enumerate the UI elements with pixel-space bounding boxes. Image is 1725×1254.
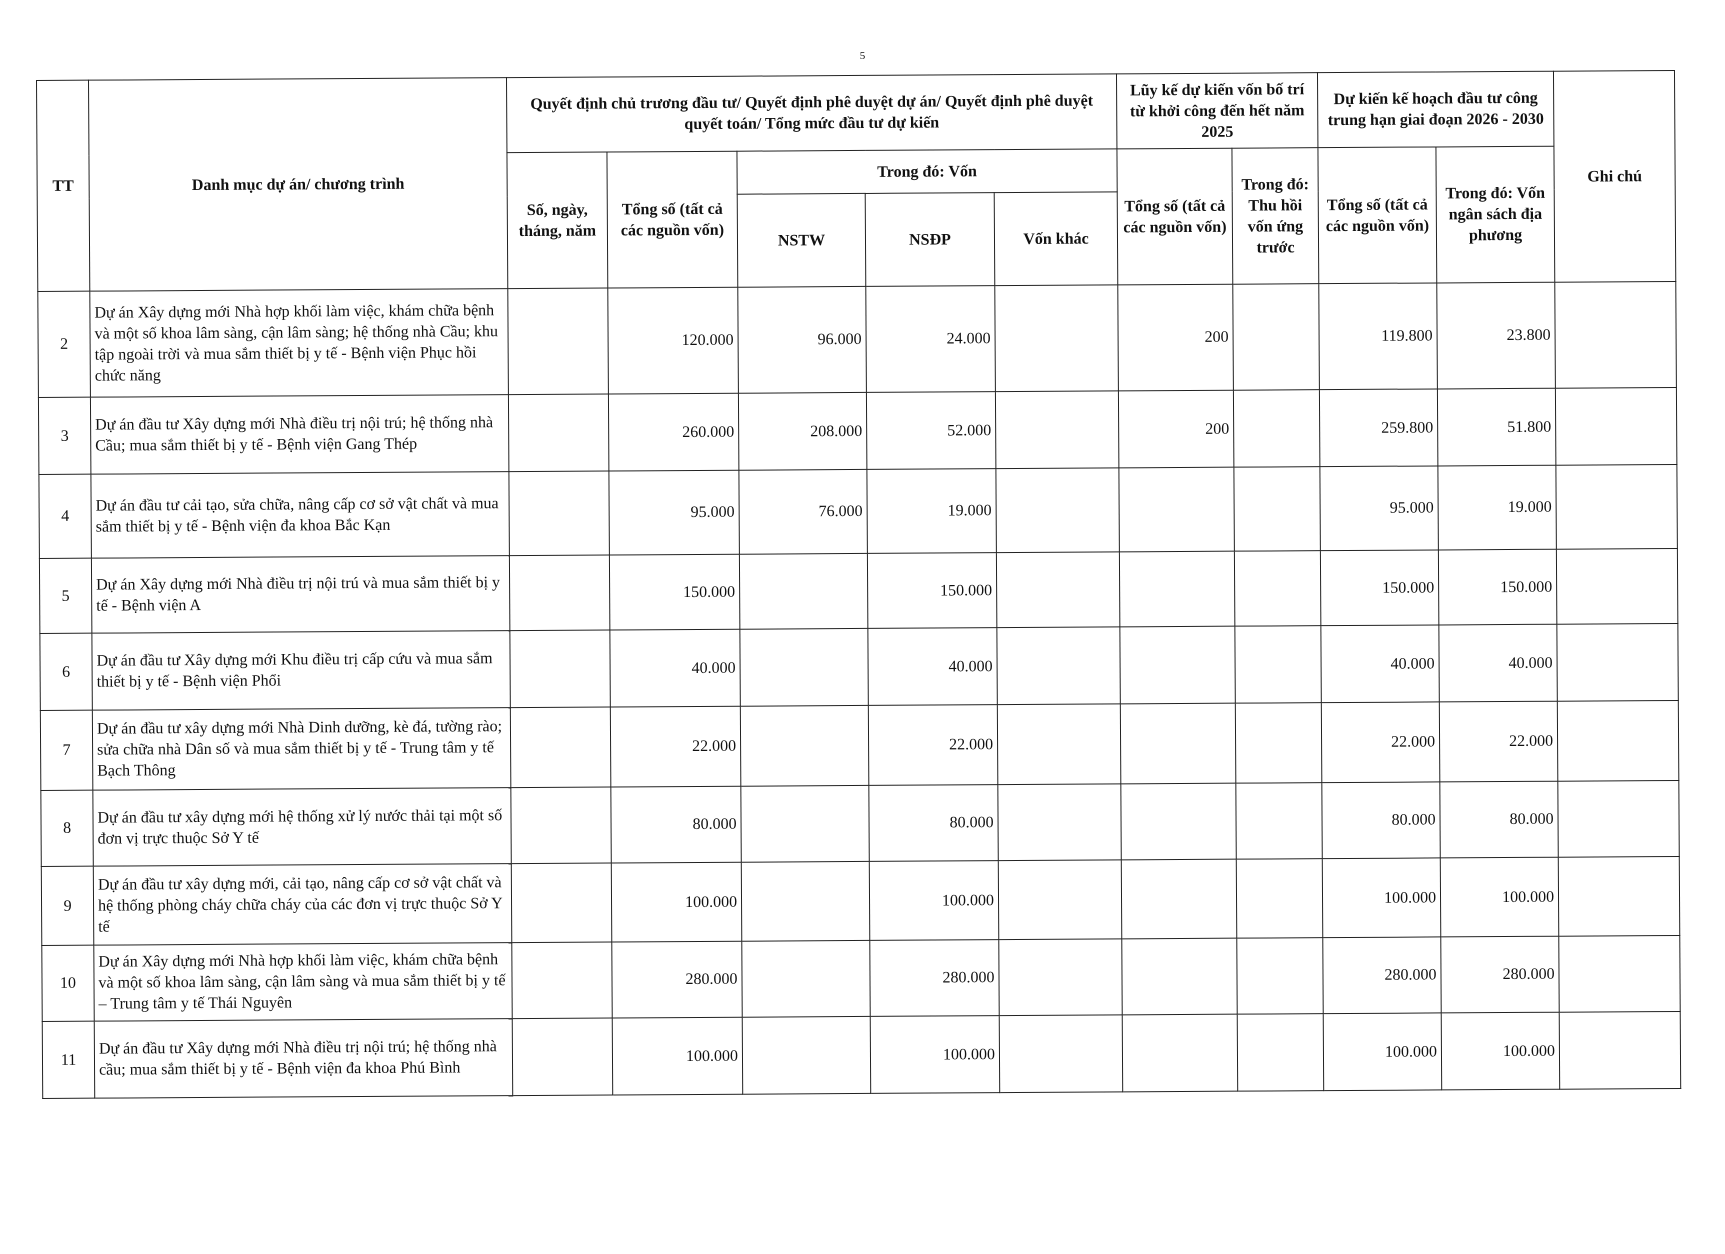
row-project-name: Dự án Xây dựng mới Nhà điều trị nội trú và mua sắm thiết bị y tế - Bệnh viện A [91, 556, 509, 634]
row-plan-total: 119.800 [1319, 283, 1438, 390]
row-project-name: Dự án Xây dựng mới Nhà hợp khối làm việc, khám chữa bệnh và một số khoa lâm sàng, cận lâm sàng; hệ thống nhà Cầu; khu tập ngoài trời và mua sắm thiết bị y tế - Bệnh viện Phục hồi chức năng [90, 289, 509, 398]
row-tt: 4 [39, 474, 92, 558]
row-nstw [739, 553, 867, 629]
header-tt: TT [37, 80, 90, 291]
row-cumulative-recovery [1237, 938, 1323, 1015]
row-cumulative-total [1119, 467, 1235, 552]
row-other-capital [995, 285, 1119, 392]
row-note [1557, 623, 1678, 701]
row-nstw [740, 628, 868, 706]
row-nsdp: 80.000 [869, 785, 998, 862]
row-decision-date [510, 630, 610, 708]
row-cumulative-total: 200 [1118, 390, 1233, 468]
row-nsdp: 40.000 [868, 628, 997, 706]
table-row [41, 780, 1679, 866]
row-total: 22.000 [610, 706, 740, 787]
row-note [1556, 548, 1677, 624]
row-note [1555, 281, 1677, 388]
row-plan-total: 280.000 [1323, 937, 1441, 1014]
row-nstw [741, 861, 869, 941]
row-plan-local: 19.000 [1438, 465, 1557, 550]
row-decision-date [511, 863, 611, 943]
row-plan-total: 100.000 [1323, 1013, 1441, 1091]
table-row [41, 856, 1679, 945]
table-row [42, 935, 1680, 1021]
investment-projects-table [36, 70, 1681, 1099]
row-cumulative-total [1120, 626, 1235, 704]
row-plan-total: 95.000 [1320, 466, 1439, 551]
header-plan-local: Trong đó: Vốn ngân sách địa phương [1436, 146, 1555, 283]
row-total: 280.000 [612, 941, 742, 1018]
header-nsdp: NSĐP [865, 193, 995, 287]
row-note [1558, 856, 1679, 936]
row-cumulative-total [1122, 938, 1237, 1015]
table-row [40, 700, 1679, 790]
table-row [42, 1011, 1680, 1098]
row-plan-local: 80.000 [1440, 781, 1558, 858]
row-note [1557, 700, 1678, 781]
header-notes: Ghi chú [1554, 70, 1676, 282]
header-decision-date: Số, ngày, tháng, năm [507, 152, 608, 289]
row-nstw [741, 785, 869, 862]
row-project-name: Dự án đầu tư Xây dựng mới Nhà điều trị nội trú; hệ thống nhà Cầu; mua sắm thiết bị y tế - Bệnh viện Gang Thép [90, 395, 508, 475]
row-total: 260.000 [608, 393, 738, 471]
row-cumulative-total [1120, 703, 1235, 784]
row-tt: 7 [40, 710, 92, 790]
header-decision-group: Quyết định chủ trương đầu tư/ Quyết định phê duyệt dự án/ Quyết định phê duyệt quyết toán/ Tổng mức đầu tư dự kiến [506, 74, 1116, 153]
row-decision-date [510, 707, 610, 788]
row-tt: 8 [41, 790, 93, 866]
row-project-name: Dự án đầu tư xây dựng mới Nhà Dinh dưỡng, kè đá, tường rào; sửa chữa nhà Dân số và mua sắm thiết bị y tế - Trung tâm y tế Bạch Thông [92, 708, 510, 791]
row-other-capital [998, 784, 1121, 861]
header-cumulative-total: Tổng số (tất cả các nguồn vốn) [1117, 148, 1233, 285]
row-decision-date [509, 471, 610, 556]
row-plan-total: 22.000 [1321, 702, 1439, 783]
row-nstw: 208.000 [738, 392, 866, 470]
row-plan-local: 40.000 [1439, 624, 1557, 702]
row-nstw [740, 705, 868, 786]
row-other-capital [997, 704, 1121, 785]
table-row [38, 281, 1677, 397]
row-plan-local: 100.000 [1441, 1012, 1559, 1090]
row-decision-date [512, 1018, 612, 1096]
row-nsdp: 280.000 [870, 940, 999, 1017]
row-project-name: Dự án đầu tư cải tạo, sửa chữa, nâng cấp cơ sở vật chất và mua sắm thiết bị y tế - Bệnh viện đa khoa Bắc Kạn [91, 472, 510, 559]
row-plan-local: 280.000 [1441, 936, 1559, 1013]
row-nsdp: 22.000 [868, 705, 997, 786]
header-cumulative-group: Lũy kế dự kiến vốn bố trí từ khởi công đến hết năm 2025 [1116, 73, 1317, 149]
row-total: 100.000 [612, 1017, 742, 1095]
header-of-which-capital: Trong đó: Vốn [737, 149, 1117, 194]
row-cumulative-total [1121, 859, 1236, 939]
row-plan-total: 100.000 [1322, 858, 1440, 938]
row-other-capital [997, 627, 1120, 705]
row-other-capital [995, 391, 1118, 469]
row-plan-local: 150.000 [1438, 549, 1556, 625]
row-project-name: Dự án Xây dựng mới Nhà hợp khối làm việc, khám chữa bệnh và một số khoa lâm sàng, cận lâm sàng và mua sắm thiết bị y tế – Trung tâm y tế Thái Nguyên [94, 943, 512, 1022]
row-tt: 10 [42, 945, 94, 1021]
row-project-name: Dự án đầu tư xây dựng mới, cải tạo, nâng cấp cơ sở vật chất và hệ thống phòng cháy chữa cháy của các đơn vị trực thuộc Sở Y tế [93, 864, 511, 946]
row-cumulative-recovery [1234, 551, 1320, 627]
table-row [39, 548, 1677, 633]
row-cumulative-recovery [1233, 390, 1319, 468]
row-other-capital [996, 552, 1119, 628]
table-row [39, 464, 1678, 558]
row-decision-date [509, 555, 609, 631]
row-cumulative-recovery [1234, 467, 1321, 552]
row-decision-date [508, 288, 609, 395]
header-cumulative-recovery: Trong đó: Thu hồi vốn ứng trước [1232, 148, 1319, 285]
row-note [1558, 780, 1679, 857]
row-nsdp: 52.000 [866, 392, 995, 470]
row-cumulative-total [1119, 551, 1234, 627]
header-other-capital: Vốn khác [994, 192, 1118, 286]
row-nstw [742, 1016, 870, 1094]
table-body [38, 281, 1681, 1098]
row-cumulative-total [1121, 783, 1236, 860]
row-note [1559, 935, 1680, 1012]
row-plan-total: 40.000 [1321, 625, 1439, 703]
header-plan-group: Dự kiến kế hoạch đầu tư công trung hạn giai đoạn 2026 - 2030 [1318, 71, 1554, 147]
row-total: 40.000 [610, 629, 740, 707]
row-project-name: Dự án đầu tư Xây dựng mới Nhà điều trị nội trú; hệ thống nhà cầu; mua sắm thiết bị y tế - Bệnh viện đa khoa Phú Bình [94, 1019, 512, 1099]
row-nsdp: 150.000 [867, 553, 996, 629]
header-nstw: NSTW [737, 193, 866, 287]
row-total: 80.000 [611, 786, 741, 863]
row-nsdp: 19.000 [867, 469, 997, 554]
header-plan-total: Tổng số (tất cả các nguồn vốn) [1318, 147, 1437, 284]
row-cumulative-recovery [1235, 626, 1321, 704]
row-nstw [742, 940, 870, 1017]
row-total: 100.000 [611, 862, 741, 942]
row-note [1559, 1011, 1680, 1089]
row-plan-total: 80.000 [1322, 782, 1440, 859]
row-tt: 5 [39, 558, 91, 633]
row-plan-total: 259.800 [1319, 389, 1437, 467]
row-cumulative-recovery [1236, 859, 1322, 939]
table-row [40, 623, 1678, 710]
row-cumulative-recovery [1237, 1014, 1323, 1092]
row-total: 120.000 [608, 287, 739, 394]
row-tt: 2 [38, 291, 91, 397]
row-other-capital [996, 468, 1120, 553]
row-cumulative-total [1122, 1014, 1237, 1092]
row-total: 150.000 [609, 554, 739, 630]
row-other-capital [999, 939, 1122, 1016]
row-note [1555, 387, 1676, 465]
row-tt: 9 [41, 866, 93, 945]
row-plan-local: 23.800 [1437, 282, 1556, 389]
row-total: 95.000 [609, 470, 740, 555]
row-decision-date [511, 787, 611, 864]
row-cumulative-recovery [1233, 284, 1320, 391]
row-tt: 11 [42, 1021, 94, 1098]
table-row [38, 387, 1676, 474]
row-nstw: 76.000 [739, 469, 868, 554]
row-nsdp: 24.000 [866, 286, 996, 393]
row-tt: 3 [38, 397, 90, 474]
row-project-name: Dự án đầu tư Xây dựng mới Khu điều trị cấp cứu và mua sắm thiết bị y tế - Bệnh viện Phổi [92, 631, 510, 711]
row-plan-total: 150.000 [1320, 550, 1438, 626]
row-nstw: 96.000 [738, 286, 867, 393]
header-category: Danh mục dự án/ chương trình [89, 78, 508, 292]
row-nsdp: 100.000 [869, 861, 998, 941]
row-nsdp: 100.000 [870, 1016, 999, 1094]
page-number: 5 [859, 50, 866, 62]
row-cumulative-total: 200 [1118, 284, 1234, 391]
row-other-capital [998, 860, 1121, 940]
row-plan-local: 22.000 [1439, 701, 1558, 782]
row-decision-date [512, 942, 612, 1019]
row-tt: 6 [40, 633, 92, 710]
row-decision-date [508, 394, 608, 472]
table-header [37, 70, 1676, 291]
header-total-all-sources: Tổng số (tất cả các nguồn vốn) [607, 151, 738, 288]
row-cumulative-recovery [1235, 703, 1322, 784]
row-plan-local: 100.000 [1440, 857, 1558, 937]
row-note [1556, 464, 1678, 549]
row-plan-local: 51.800 [1437, 388, 1555, 466]
row-other-capital [999, 1015, 1122, 1093]
row-project-name: Dự án đầu tư xây dựng mới hệ thống xử lý nước thải tại một số đơn vị trực thuộc Sở Y tế [93, 788, 511, 867]
row-cumulative-recovery [1236, 783, 1322, 860]
